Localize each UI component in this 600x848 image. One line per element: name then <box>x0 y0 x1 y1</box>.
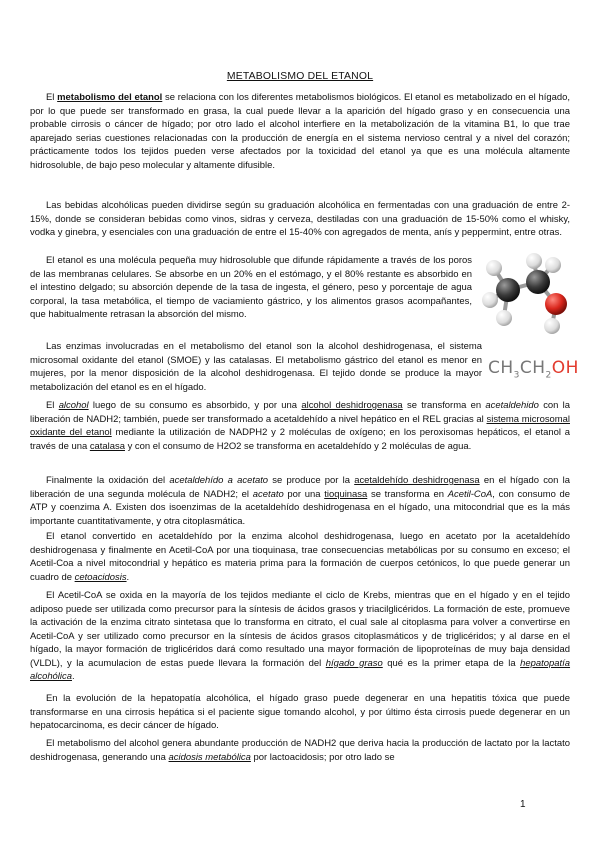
p10-text: El metabolismo del alcohol genera abundante producción de NADH2 que deriva hacia la producción de lactato por la lactato deshidrogenasa, generando una <box>30 738 570 763</box>
paragraph-alcohol-deshidrogenasa <box>30 399 570 453</box>
paragraph-nadh2 <box>30 737 570 764</box>
hydrogen-atom <box>526 253 542 269</box>
term-acetaldehido: acetaldehido <box>485 400 539 411</box>
p5-text: El <box>46 400 55 411</box>
p5-text: y con el consumo de H2O2 se transforma en acetaldehído y 2 moléculas de agua. <box>127 440 472 452</box>
p7-text: El etanol convertido en acetaldehído por la enzima alcohol deshidrogenasa, luego en acetato por la acetaldehído deshidrogenasa y finalmente en Acetil-CoA por una tioquinasa, trae consecuencias metabólicas por su consumo en exceso; el Acetil-Coa a nivel mitocondrial y hepático es materia prima para la formación de cuerpos cetónicos, lo que puede generar un cuadro de <box>30 531 570 583</box>
term-alcohol: alcohol <box>58 400 89 411</box>
p6-text: , con consumo de ATP y coenzima A. Existen dos isoenzimas de la acetaldehído deshidrogenasa en el hígado, una mitocondrial que es la más importante cuantitativamente, y otra citoplasmática. <box>30 488 571 527</box>
formula-ch: CH <box>519 358 546 378</box>
ethanol-formula <box>488 358 579 380</box>
term-acetaldehido-acetato: acetaldehído a acetato <box>169 475 269 486</box>
term-hepatopatia-alcoholica: hepatopatía alcohólica <box>30 657 571 683</box>
hydrogen-atom <box>482 292 498 308</box>
carbon-atom <box>526 270 550 294</box>
p1-text: se relaciona con los diferentes metabolismos biológicos. El etanol es metabolizado en el hígado, por lo que puede ser transformado en grasa, la cual puede llevar a la aparición del hígado graso y en consecuencia una probable cirrosis o cáncer de hígado; por otro lado el alcohol interfiere en la metabolización de la vitamina B1, lo que trae aparejado serias cuestiones relacionadas con la producción de energía en el sistema nervioso central y a nivel del corazón; prácticamente todos los tejidos pueden verse afectados por la toxicidad del etanol ya que es una molécula altamente hidrosoluble, de bajo peso molecular y altamente difusible. <box>30 92 571 171</box>
ethanol-molecule-image <box>476 250 572 336</box>
term-metabolismo-etanol: metabolismo del etanol <box>57 92 163 103</box>
p5-text: se transforma en <box>406 400 482 411</box>
term-acetil-coa: Acetil-CoA <box>447 488 493 500</box>
p8-text: El Acetil-CoA se oxida en la mayoría de los tejidos mediante el ciclo de Krebs, mientras que en el hígado y en el tejido adiposo puede ser utilizada como precursor para la síntesis de ácidos grasos y triacilglicéridos. La formación de este, promueve la activación de la enzima citrato sintetasa que lo transforma en citrato, el cual sale al citoplasma para volver a convertirse en Acetil-CoA y ser utilizado como precursor en la síntesis de ácidos grasos citoplasmáticos y de triglicéridos; y al darse en el hígado, la mayor formación de triglicéridos dará como resultado una mayor formación de lipoproteínas de muy baja densidad (VLDL), y la acumulacion de estas puede llevara la formación del <box>30 590 570 669</box>
term-catalasa: catalasa <box>89 440 125 452</box>
formula-oh: OH <box>551 358 579 378</box>
document-title: METABOLISMO DEL ETANOL <box>226 71 374 82</box>
p5-text: con la liberación de NADH2; también, puede ser transformado a acetaldehído a nivel hepático en el REL gracias al <box>30 400 571 425</box>
p5-text: luego de su consumo es absorbido, y por una <box>92 400 298 411</box>
hydrogen-atom <box>544 318 560 334</box>
formula-sub: 2 <box>545 370 552 381</box>
p6-text: por una <box>287 488 321 500</box>
term-higado-graso: hígado graso <box>325 657 383 669</box>
p5-text: mediante la utilización de NADPH2 y 2 moléculas de oxígeno; en los peroxisomas hepáticos, el etanol a través de una <box>30 427 571 452</box>
term-smoe: sistema microsomal oxidante del etanol <box>30 413 570 439</box>
term-cetoacidosis: cetoacidosis <box>74 571 127 583</box>
paragraph-oxidacion <box>30 474 570 528</box>
p10-text: por lactoacidosis; por otro lado se <box>253 751 395 763</box>
p7-text: . <box>126 571 130 583</box>
carbon-atom <box>496 278 520 302</box>
hydrogen-atom <box>486 260 502 276</box>
p8-text: . <box>71 671 75 683</box>
hydrogen-atom <box>545 257 561 273</box>
term-acetaldehido-deshidrogenasa: acetaldehído deshidrogenasa <box>354 475 480 486</box>
paragraph-enzimas: Las enzimas involucradas en el metabolismo del etanol son la alcohol deshidrogenasa, el sistema microsomal oxidante del etanol (SMOE) y las catalasas. El metabolismo gástrico del etanol es menor en mujeres, por la menor disposición de la alcohol deshidrogenasa. El tejido donde se produce la mayor metabolización del etanol es en el hígado. <box>30 341 482 393</box>
term-alcohol-deshidrogenasa: alcohol deshidrogenasa <box>301 400 403 411</box>
page-number: 1 <box>520 799 526 810</box>
paragraph-cetoacidosis <box>30 530 570 584</box>
hydrogen-atom <box>496 310 512 326</box>
p1-start: El <box>46 92 55 103</box>
p6-text: Finalmente la oxidación del <box>46 475 166 486</box>
p6-text: en el hígado con la liberación de una segunda molécula de NADH2; el <box>30 475 570 500</box>
p8-text: qué es la primer etapa de la <box>387 657 516 669</box>
paragraph-metabolismo <box>30 91 570 172</box>
formula-ch: CH <box>488 358 514 378</box>
term-acetato: acetato <box>252 488 284 500</box>
paragraph-acetil-coa <box>30 589 570 684</box>
formula-sub: 3 <box>513 370 520 381</box>
paragraph-absorcion: El etanol es una molécula pequeña muy hidrosoluble que difunde rápidamente a través de los poros de las membranas celulares. Se absorbe en un 20% en el estómago, y el 80% restante es absorbido en el intestino delgado; su absorción depende de la tasa de ingesta, el género, peso y porcentaje de agua corporal, la tasa metabólica, el tiempo de vaciamiento gástrico, y los alimentos grasos acompañantes, que habitualmente retrasan la absorción del mismo. <box>30 255 472 321</box>
term-tioquinasa: tioquinasa <box>324 488 368 500</box>
p6-text: se produce por la <box>272 475 350 486</box>
p6-text: se transforma en <box>370 488 444 500</box>
oxygen-atom <box>545 293 567 315</box>
paragraph-evolucion: En la evolución de la hepatopatía alcohólica, el hígado graso puede degenerar en una hepatitis tóxica que puede transformarse en una cirrosis hepática si el paciente sigue tomando alcohol, y por último ésta cirrosis puede degenerar en un hepatocarcinoma, es decir cáncer de hígado. <box>30 693 570 732</box>
paragraph-bebidas: Las bebidas alcohólicas pueden dividirse según su graduación alcohólica en fermentadas con una graduación de entre 2-15%, donde se consideran bebidas como vinos, sidras y cerveza, destiladas con una graduación de 15-50% como el whisky, vodka y ginebra, y esenciales con una graduación de entre el 15-40% con agregados de menta, anís y peppermint, entre otras. <box>30 200 570 239</box>
term-acidosis-metabolica: acidosis metabólica <box>168 751 251 763</box>
